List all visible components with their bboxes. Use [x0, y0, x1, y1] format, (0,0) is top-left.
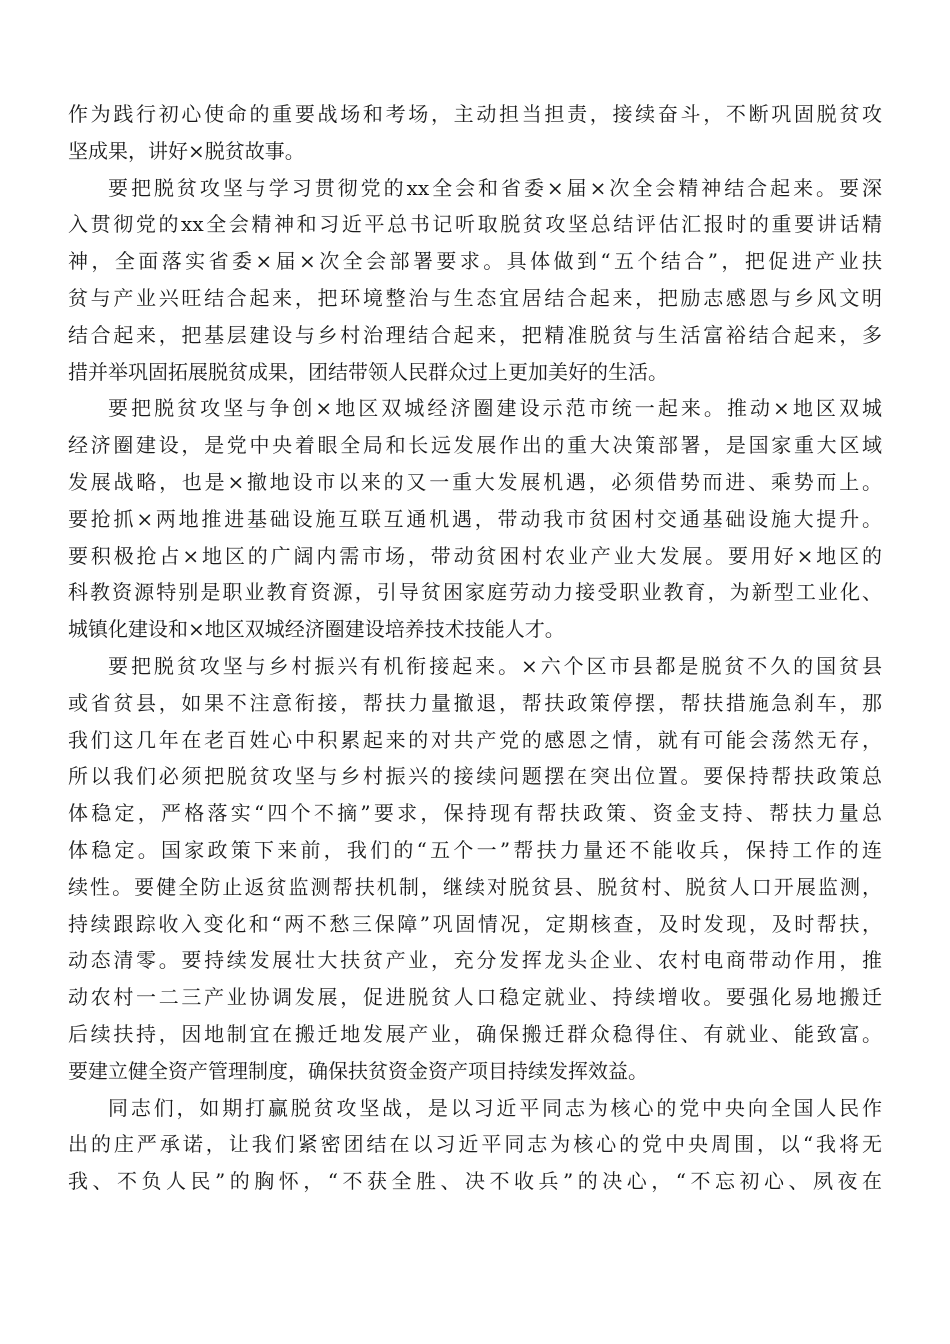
paragraph-first-line: 要把脱贫攻坚与争创×地区双城经济圈建设示范市统一起来。推动×地区双城	[108, 396, 882, 421]
text-line: 后续扶持，因地制宜在搬迁地发展产业，确保搬迁群众稳得住、有就业、能致富。	[68, 1022, 882, 1046]
text-line: 要积极抢占×地区的广阔内需市场，带动贫困村农业产业大发展。要用好×地区的	[68, 543, 882, 568]
text-line: 所以我们必须把脱贫攻坚与乡村振兴的接续问题摆在突出位置。要保持帮扶政策总	[68, 764, 882, 789]
text-line: 持续跟踪收入变化和“两不愁三保障”巩固情况，定期核查，及时发现，及时帮扶，	[68, 911, 882, 936]
text-line: 出的庄严承诺，让我们紧密团结在以习近平同志为核心的党中央周围，以“我将无	[68, 1132, 882, 1157]
text-line: 或省贫县，如果不注意衔接，帮扶力量撤退，帮扶政策停摆，帮扶措施急刹车，那	[68, 690, 882, 715]
text-line: 结合起来，把基层建设与乡村治理结合起来，把精准脱贫与生活富裕结合起来，多	[68, 322, 882, 347]
text-line: 我们这几年在老百姓心中积累起来的对共产党的感恩之情，就有可能会荡然无存，	[68, 727, 882, 752]
text-line: 续性。要健全防止返贫监测帮扶机制，继续对脱贫县、脱贫村、脱贫人口开展监测，	[68, 874, 882, 899]
text-line: 贫与产业兴旺结合起来，把环境整治与生态宜居结合起来，把励志感恩与乡风文明	[68, 286, 882, 310]
text-line: 动态清零。要持续发展壮大扶贫产业，充分发挥龙头企业、农村电商带动作用，推	[68, 948, 882, 973]
text-line: 要抢抓×两地推进基础设施互联互通机遇，带动我市贫困村交通基础设施大提升。	[68, 506, 882, 531]
paragraph-first-line: 要把脱贫攻坚与乡村振兴有机衔接起来。×六个区市县都是脱贫不久的国贫县	[108, 654, 882, 678]
text-line: 作为践行初心使命的重要战场和考场，主动担当担责，接续奋斗，不断巩固脱贫攻	[68, 102, 882, 126]
text-line: 坚成果，讲好×脱贫故事。	[68, 138, 305, 163]
text-line: 动农村一二三产业协调发展，促进脱贫人口稳定就业、持续增收。要强化易地搬迁	[68, 985, 882, 1010]
text-line: 我、不负人民”的胸怀，“不获全胜、决不收兵”的决心，“不忘初心、夙夜在	[68, 1169, 882, 1194]
paragraph-first-line: 同志们，如期打赢脱贫攻坚战，是以习近平同志为核心的党中央向全国人民作	[108, 1095, 882, 1120]
paragraph-first-line: 要把脱贫攻坚与学习贯彻党的xx全会和省委×届×次全会精神结合起来。要深	[108, 175, 882, 200]
text-line: 措并举巩固拓展脱贫成果，团结带领人民群众过上更加美好的生活。	[68, 359, 668, 384]
text-line: 入贯彻党的xx全会精神和习近平总书记听取脱贫攻坚总结评估汇报时的重要讲话精	[68, 212, 882, 237]
text-line: 神，全面落实省委×届×次全会部署要求。具体做到“五个结合”，把促进产业扶	[68, 249, 882, 274]
text-line: 体稳定。国家政策下来前，我们的“五个一”帮扶力量还不能收兵，保持工作的连	[68, 838, 882, 862]
text-line: 经济圈建设，是党中央着眼全局和长远发展作出的重大决策部署，是国家重大区域	[68, 433, 882, 458]
text-line: 发展战略，也是×撤地设市以来的又一重大发展机遇，必须借势而进、乘势而上。	[68, 470, 882, 494]
text-line: 要建立健全资产管理制度，确保扶贫资金资产项目持续发挥效益。	[68, 1058, 648, 1083]
text-line: 科教资源特别是职业教育资源，引导贫困家庭劳动力接受职业教育，为新型工业化、	[68, 580, 882, 605]
text-line: 体稳定，严格落实“四个不摘”要求，保持现有帮扶政策、资金支持、帮扶力量总	[68, 801, 882, 826]
text-line: 城镇化建设和×地区双城经济圈建设培养技术技能人才。	[68, 617, 565, 642]
